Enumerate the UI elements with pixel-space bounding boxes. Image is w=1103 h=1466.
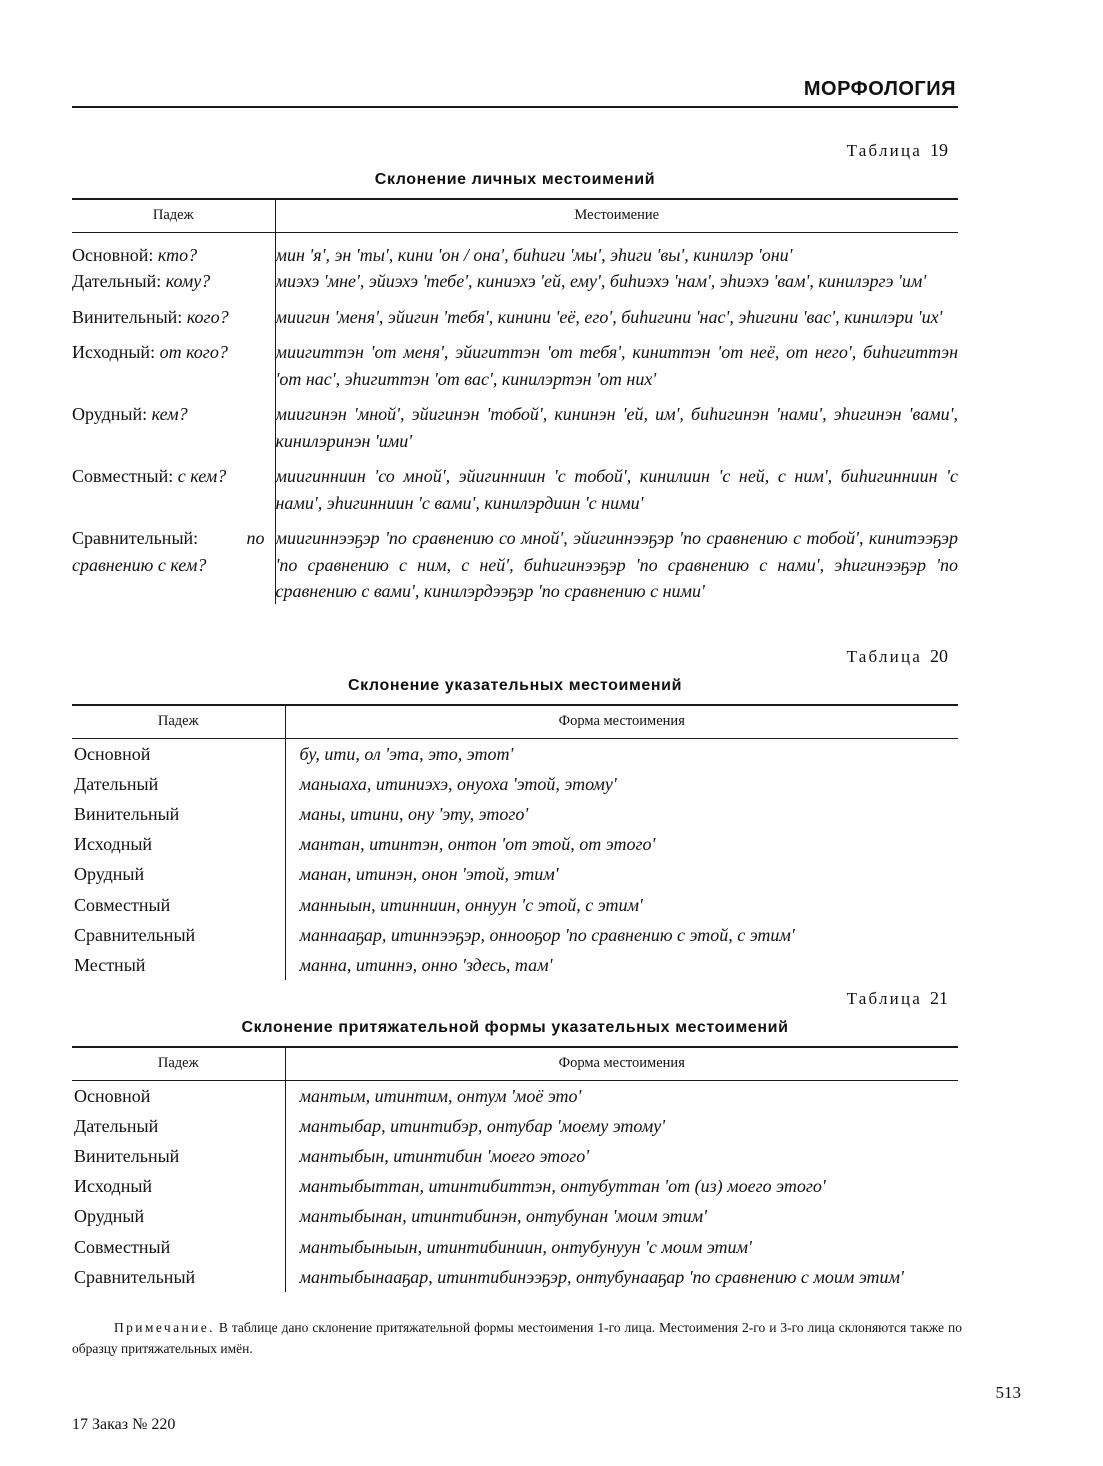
form-text: маны, итини, ону 'эту, этого' [299, 804, 529, 825]
imprint: 17 Заказ № 220 [72, 1416, 176, 1433]
table-19 [72, 198, 958, 604]
table-row [72, 1201, 958, 1231]
table-row [72, 304, 958, 339]
table-19-number-label: Таблица [846, 141, 922, 160]
table-20-caption: Склонение указательных местоимений [347, 677, 683, 694]
form-text: миигиттэн 'от меня', эйигиттэн 'от тебя', киниттэн 'от неё, от него', биhигиттэн 'от нас', эhигиттэн 'от вас', кинилэртэн 'от них' [275, 342, 958, 389]
case-label [72, 268, 275, 303]
form-value [275, 339, 958, 401]
form-value [285, 1262, 958, 1292]
form-value [275, 233, 958, 269]
form-text: мантыбынан, итинтибинэн, онтубунан 'моим этим' [299, 1206, 707, 1227]
case-question: кого? [186, 306, 229, 327]
case-label: Исходный [72, 829, 285, 859]
form-value [285, 799, 958, 829]
form-value [285, 950, 958, 980]
case-label: Орудный [72, 1201, 285, 1231]
table-20-col-form: Форма местоимения [285, 705, 958, 739]
table-row [72, 1081, 958, 1112]
case-name: Совместный: [72, 466, 174, 487]
case-name: Исходный: [72, 342, 156, 363]
table-19-caption: Склонение личных местоимений [374, 171, 656, 188]
case-question: с кем? [177, 466, 227, 487]
form-text: мантыбынааҕар, итинтибинээҕэр, онтубунааҕар 'по сравнению с моим этим' [299, 1266, 904, 1287]
case-name: Основной: [72, 245, 154, 265]
running-head: МОРФОЛОГИЯ [803, 78, 956, 100]
form-text: маныаха, итиниэхэ, онуоха 'этой, этому' [299, 774, 617, 795]
case-question: по [246, 528, 265, 549]
case-question: от кого? [159, 342, 228, 363]
form-value [285, 739, 958, 770]
case-label: Основной [72, 1081, 285, 1112]
table-row [72, 920, 958, 950]
case-label [72, 525, 275, 604]
form-text: маннааҕар, итиннээҕэр, оннооҕор 'по сравнению с этой, с этим' [299, 924, 795, 945]
form-text: мин 'я', эн 'ты', кини 'он / она', биhиги 'мы', эhиги 'вы', кинилэр 'они' [275, 245, 793, 265]
page-number: 513 [995, 1383, 1021, 1402]
case-label: Совместный [72, 890, 285, 920]
case-label [72, 463, 275, 525]
form-text: манныын, итинниин, оннуун 'с этой, с этим' [299, 894, 643, 915]
table-19-number-value: 19 [930, 140, 948, 160]
table-row [72, 463, 958, 525]
table-21 [72, 1046, 958, 1292]
case-label: Сравнительный [72, 1262, 285, 1292]
form-value [285, 1171, 958, 1201]
form-text: мантыбыныын, итинтибиниин, онтубунуун 'с моим этим' [299, 1236, 752, 1257]
form-value [285, 920, 958, 950]
table-20-number-label: Таблица [846, 647, 922, 666]
case-name: Орудный: [72, 404, 148, 425]
form-value [275, 525, 958, 604]
case-question: кем? [151, 404, 188, 425]
table-row [72, 950, 958, 980]
table-row [72, 268, 958, 303]
case-question: кому? [165, 271, 211, 292]
form-value [285, 769, 958, 799]
table-row [72, 525, 958, 604]
case-label: Основной [72, 739, 285, 770]
table-row [72, 829, 958, 859]
form-text: манан, итинэн, онон 'этой, этим' [299, 864, 559, 885]
case-question-cont: сравнению с кем? [72, 554, 207, 575]
table-20-number [72, 646, 958, 667]
table-20-number-value: 20 [930, 646, 948, 666]
table-row [72, 799, 958, 829]
form-value [285, 1141, 958, 1171]
table-row [72, 769, 958, 799]
table-row [72, 1171, 958, 1201]
form-text: мантым, итинтим, онтум 'моё это' [299, 1086, 582, 1106]
table-21-block [72, 988, 958, 1292]
table-20-header-row [72, 705, 958, 739]
note-text: В таблице дано склонение притяжательной формы местоимения 1-го лица. Местоимения 2-го и 3-го лица склоняются также по образцу притяжательных имён. [72, 1320, 962, 1356]
form-value [275, 401, 958, 463]
form-text: миигин 'меня', эйигин 'тебя', кинини 'её, его', биhигини 'нас', эhигини 'вас', кинилэри 'их' [275, 306, 943, 327]
form-text: манна, итиннэ, онно 'здесь, там' [299, 954, 553, 975]
table-row [72, 339, 958, 401]
table-21-col-case: Падеж [72, 1047, 285, 1081]
case-label [72, 401, 275, 463]
form-value [285, 829, 958, 859]
form-text: миигинниин 'со мной', эйигинниин 'с тобой', кинилиин 'с ней, с ним', биhигинниин 'с нами', эhигинниин 'с вами', кинилэрдиин 'с ними' [275, 466, 958, 513]
table-row [72, 401, 958, 463]
case-label [72, 339, 275, 401]
case-label: Орудный [72, 859, 285, 889]
table-row [72, 1141, 958, 1171]
form-value [275, 268, 958, 303]
table-row [72, 890, 958, 920]
form-value [275, 304, 958, 339]
table-19-col-form: Местоимение [275, 199, 958, 233]
case-label: Совместный [72, 1232, 285, 1262]
case-label: Местный [72, 950, 285, 980]
table-19-number [72, 140, 958, 161]
case-label: Дательный [72, 769, 285, 799]
form-text: мантыбын, итинтибин 'моего этого' [299, 1146, 590, 1167]
form-text: бу, ити, ол 'эта, это, этот' [299, 744, 514, 764]
form-value [285, 1111, 958, 1141]
table-row [72, 1111, 958, 1141]
table-19-header-row [72, 199, 958, 233]
case-name: Винительный: [72, 306, 183, 327]
table-20-col-case: Падеж [72, 705, 285, 739]
form-text: миигинэн 'мной', эйигинэн 'тобой', кининэн 'ей, им', биhигинэн 'нами', эhигинэн 'вами', кинилэринэн 'ими' [275, 404, 958, 451]
table-21-number-label: Таблица [846, 989, 922, 1008]
case-name: Сравнительный: [72, 528, 199, 549]
table-21-number [72, 988, 958, 1009]
form-value [285, 859, 958, 889]
table-row [72, 859, 958, 889]
case-label [72, 233, 275, 269]
case-label: Винительный [72, 1141, 285, 1171]
case-question: кто? [157, 245, 198, 265]
table-row [72, 1232, 958, 1262]
case-name: Дательный: [72, 271, 162, 292]
table-row [72, 1262, 958, 1292]
case-label-line-1 [72, 525, 275, 551]
table-19-block [72, 140, 958, 604]
table-21-col-form: Форма местоимения [285, 1047, 958, 1081]
header-rule [72, 106, 958, 108]
case-label [72, 304, 275, 339]
form-value [285, 890, 958, 920]
note-label: Примечание. [114, 1320, 215, 1335]
table-row [72, 233, 958, 269]
note [72, 1318, 962, 1360]
table-20 [72, 704, 958, 980]
case-label: Винительный [72, 799, 285, 829]
form-value [285, 1232, 958, 1262]
form-value [285, 1201, 958, 1231]
table-21-number-value: 21 [930, 988, 948, 1008]
form-text: мантыбыттан, итинтибиттэн, онтубуттан 'от (из) моего этого' [299, 1176, 826, 1197]
table-21-header-row [72, 1047, 958, 1081]
form-text: миэхэ 'мне', эйиэхэ 'тебе', киниэхэ 'ей, ему', биhиэхэ 'нам', эhиэхэ 'вам', кинилэргэ 'им' [275, 271, 927, 292]
case-label: Сравнительный [72, 920, 285, 950]
case-label: Дательный [72, 1111, 285, 1141]
form-text: миигиннээҕэр 'по сравнению со мной', эйигиннээҕэр 'по сравнению с тобой', кинитээҕэр 'по сравнению с ним, с ней', биhигинээҕэр 'по сравнению с нами', эhигинээҕэр 'по сравнению с вами', кинилэрдээҕэр 'по сравнению с ними' [275, 528, 958, 601]
case-label: Исходный [72, 1171, 285, 1201]
form-text: мантан, итинтэн, онтон 'от этой, от этого' [299, 834, 656, 855]
table-21-caption: Склонение притяжательной формы указательных местоимений [241, 1019, 789, 1036]
form-value [275, 463, 958, 525]
form-value [285, 1081, 958, 1112]
form-text: мантыбар, итинтибэр, онтубар 'моему этому' [299, 1116, 666, 1137]
table-20-block [72, 646, 958, 980]
table-19-col-case: Падеж [72, 199, 275, 233]
table-row [72, 739, 958, 770]
